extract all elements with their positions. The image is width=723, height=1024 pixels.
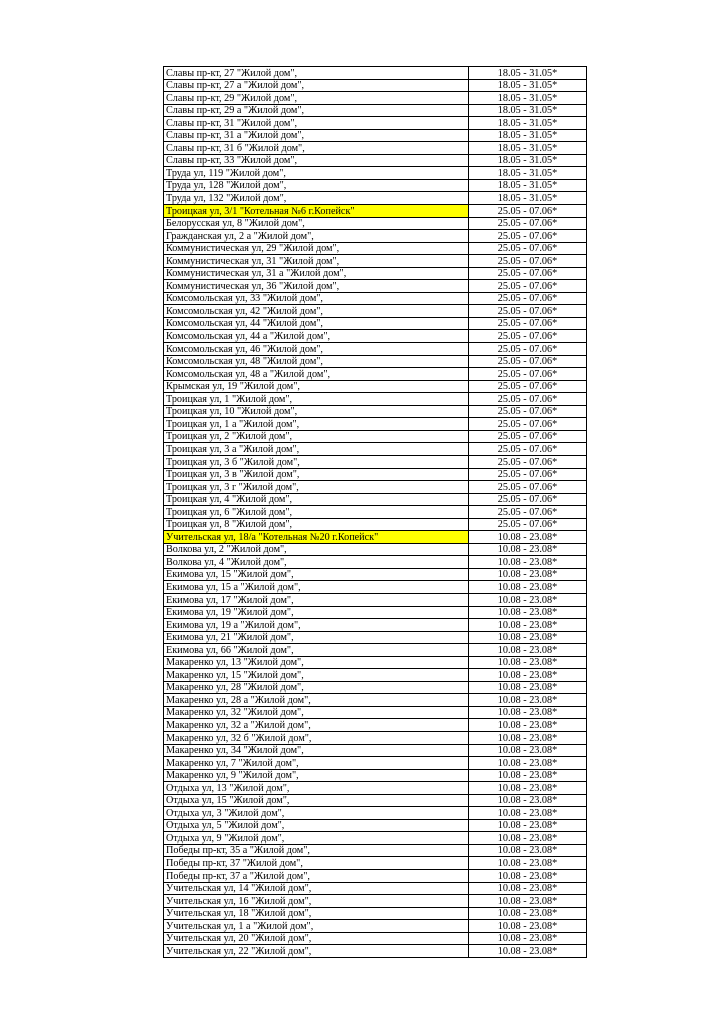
address-cell: Троицкая ул, 1 а "Жилой дом", — [164, 418, 469, 431]
address-cell: Макаренко ул, 7 "Жилой дом", — [164, 757, 469, 770]
table-row — [164, 769, 587, 782]
address-cell: Коммунистическая ул, 31 а "Жилой дом", — [164, 267, 469, 280]
table-row — [164, 807, 587, 820]
table-row — [164, 568, 587, 581]
address-cell: Победы пр-кт, 37 а "Жилой дом", — [164, 870, 469, 883]
address-cell: Гражданская ул, 2 а "Жилой дом", — [164, 230, 469, 243]
address-cell: Учительская ул, 16 "Жилой дом", — [164, 895, 469, 908]
address-cell: Троицкая ул, 8 "Жилой дом", — [164, 518, 469, 531]
table-row — [164, 79, 587, 92]
table-row — [164, 731, 587, 744]
address-cell: Отдыха ул, 3 "Жилой дом", — [164, 807, 469, 820]
table-row — [164, 819, 587, 832]
address-cell: Труда ул, 119 "Жилой дом", — [164, 167, 469, 180]
table-row — [164, 619, 587, 632]
table-row — [164, 368, 587, 381]
table-row — [164, 681, 587, 694]
address-cell: Коммунистическая ул, 29 "Жилой дом", — [164, 242, 469, 255]
address-cell: Славы пр-кт, 27 "Жилой дом", — [164, 67, 469, 80]
period-cell: 25.05 - 07.06* — [469, 481, 587, 494]
table-row — [164, 455, 587, 468]
table-row — [164, 393, 587, 406]
period-cell: 18.05 - 31.05* — [469, 154, 587, 167]
table-row — [164, 179, 587, 192]
period-cell: 10.08 - 23.08* — [469, 870, 587, 883]
period-cell: 10.08 - 23.08* — [469, 706, 587, 719]
table-row-boiler-house — [164, 531, 587, 544]
table-row — [164, 895, 587, 908]
period-cell: 18.05 - 31.05* — [469, 129, 587, 142]
address-cell: Екимова ул, 21 "Жилой дом", — [164, 631, 469, 644]
period-cell: 10.08 - 23.08* — [469, 794, 587, 807]
table-row — [164, 870, 587, 883]
table-row — [164, 167, 587, 180]
period-cell: 10.08 - 23.08* — [469, 757, 587, 770]
address-cell: Труда ул, 128 "Жилой дом", — [164, 179, 469, 192]
address-cell: Волкова ул, 2 "Жилой дом", — [164, 543, 469, 556]
address-cell: Макаренко ул, 34 "Жилой дом", — [164, 744, 469, 757]
table-row — [164, 832, 587, 845]
address-cell: Екимова ул, 66 "Жилой дом", — [164, 644, 469, 657]
period-cell: 10.08 - 23.08* — [469, 832, 587, 845]
period-cell: 10.08 - 23.08* — [469, 945, 587, 958]
table-row — [164, 267, 587, 280]
period-cell: 18.05 - 31.05* — [469, 67, 587, 80]
schedule-table — [163, 66, 587, 958]
address-cell: Макаренко ул, 28 а "Жилой дом", — [164, 694, 469, 707]
address-cell: Макаренко ул, 9 "Жилой дом", — [164, 769, 469, 782]
table-row — [164, 669, 587, 682]
table-row — [164, 305, 587, 318]
period-cell: 10.08 - 23.08* — [469, 769, 587, 782]
period-cell: 25.05 - 07.06* — [469, 506, 587, 519]
address-cell: Троицкая ул, 3 б "Жилой дом", — [164, 455, 469, 468]
table-row — [164, 556, 587, 569]
table-row — [164, 857, 587, 870]
address-cell: Макаренко ул, 32 а "Жилой дом", — [164, 719, 469, 732]
address-cell: Троицкая ул, 4 "Жилой дом", — [164, 493, 469, 506]
period-cell: 10.08 - 23.08* — [469, 844, 587, 857]
period-cell: 18.05 - 31.05* — [469, 192, 587, 205]
address-cell: Макаренко ул, 32 б "Жилой дом", — [164, 731, 469, 744]
period-cell: 25.05 - 07.06* — [469, 255, 587, 268]
period-cell: 10.08 - 23.08* — [469, 656, 587, 669]
period-cell: 10.08 - 23.08* — [469, 581, 587, 594]
address-cell: Макаренко ул, 32 "Жилой дом", — [164, 706, 469, 719]
period-cell: 10.08 - 23.08* — [469, 857, 587, 870]
address-cell: Славы пр-кт, 27 а "Жилой дом", — [164, 79, 469, 92]
address-cell: Славы пр-кт, 31 б "Жилой дом", — [164, 142, 469, 155]
period-cell: 10.08 - 23.08* — [469, 619, 587, 632]
table-row — [164, 794, 587, 807]
period-cell: 10.08 - 23.08* — [469, 694, 587, 707]
period-cell: 10.08 - 23.08* — [469, 932, 587, 945]
address-cell: Отдыха ул, 15 "Жилой дом", — [164, 794, 469, 807]
address-cell: Троицкая ул, 3 г "Жилой дом", — [164, 481, 469, 494]
address-cell: Троицкая ул, 1 "Жилой дом", — [164, 393, 469, 406]
period-cell: 10.08 - 23.08* — [469, 782, 587, 795]
address-cell: Троицкая ул, 2 "Жилой дом", — [164, 430, 469, 443]
period-cell: 25.05 - 07.06* — [469, 205, 587, 218]
period-cell: 10.08 - 23.08* — [469, 681, 587, 694]
address-cell: Троицкая ул, 10 "Жилой дом", — [164, 405, 469, 418]
address-cell: Комсомольская ул, 44 "Жилой дом", — [164, 317, 469, 330]
address-cell: Коммунистическая ул, 36 "Жилой дом", — [164, 280, 469, 293]
address-cell: Славы пр-кт, 33 "Жилой дом", — [164, 154, 469, 167]
table-row — [164, 380, 587, 393]
table-row — [164, 292, 587, 305]
address-cell: Макаренко ул, 13 "Жилой дом", — [164, 656, 469, 669]
period-cell: 25.05 - 07.06* — [469, 305, 587, 318]
table-row — [164, 418, 587, 431]
schedule-table-body — [164, 67, 587, 958]
address-cell: Славы пр-кт, 29 а "Жилой дом", — [164, 104, 469, 117]
table-row — [164, 706, 587, 719]
table-row — [164, 932, 587, 945]
period-cell: 10.08 - 23.08* — [469, 819, 587, 832]
period-cell: 10.08 - 23.08* — [469, 556, 587, 569]
table-row — [164, 330, 587, 343]
address-cell: Макаренко ул, 28 "Жилой дом", — [164, 681, 469, 694]
table-row — [164, 142, 587, 155]
period-cell: 25.05 - 07.06* — [469, 355, 587, 368]
table-row — [164, 255, 587, 268]
table-row — [164, 117, 587, 130]
address-cell: Труда ул, 132 "Жилой дом", — [164, 192, 469, 205]
address-cell: Отдыха ул, 13 "Жилой дом", — [164, 782, 469, 795]
address-cell: Славы пр-кт, 29 "Жилой дом", — [164, 92, 469, 105]
period-cell: 25.05 - 07.06* — [469, 493, 587, 506]
period-cell: 18.05 - 31.05* — [469, 92, 587, 105]
table-row — [164, 644, 587, 657]
period-cell: 25.05 - 07.06* — [469, 267, 587, 280]
period-cell: 18.05 - 31.05* — [469, 142, 587, 155]
address-cell: Учительская ул, 14 "Жилой дом", — [164, 882, 469, 895]
period-cell: 25.05 - 07.06* — [469, 217, 587, 230]
period-cell: 18.05 - 31.05* — [469, 104, 587, 117]
period-cell: 25.05 - 07.06* — [469, 405, 587, 418]
address-cell: Екимова ул, 17 "Жилой дом", — [164, 593, 469, 606]
period-cell: 10.08 - 23.08* — [469, 882, 587, 895]
address-cell: Учительская ул, 1 а "Жилой дом", — [164, 920, 469, 933]
period-cell: 18.05 - 31.05* — [469, 79, 587, 92]
period-cell: 10.08 - 23.08* — [469, 593, 587, 606]
table-row — [164, 92, 587, 105]
table-row — [164, 468, 587, 481]
table-row — [164, 67, 587, 80]
period-cell: 10.08 - 23.08* — [469, 895, 587, 908]
table-row — [164, 242, 587, 255]
address-cell: Отдыха ул, 9 "Жилой дом", — [164, 832, 469, 845]
table-row — [164, 129, 587, 142]
period-cell: 10.08 - 23.08* — [469, 744, 587, 757]
address-cell: Екимова ул, 19 "Жилой дом", — [164, 606, 469, 619]
period-cell: 25.05 - 07.06* — [469, 343, 587, 356]
table-row — [164, 518, 587, 531]
period-cell: 10.08 - 23.08* — [469, 807, 587, 820]
period-cell: 25.05 - 07.06* — [469, 280, 587, 293]
table-row — [164, 581, 587, 594]
address-cell: Крымская ул, 19 "Жилой дом", — [164, 380, 469, 393]
period-cell: 10.08 - 23.08* — [469, 606, 587, 619]
table-row — [164, 757, 587, 770]
address-cell: Комсомольская ул, 44 а "Жилой дом", — [164, 330, 469, 343]
table-row — [164, 907, 587, 920]
table-row — [164, 782, 587, 795]
period-cell: 10.08 - 23.08* — [469, 644, 587, 657]
table-row — [164, 217, 587, 230]
table-row — [164, 719, 587, 732]
table-row — [164, 104, 587, 117]
table-row — [164, 493, 587, 506]
period-cell: 10.08 - 23.08* — [469, 568, 587, 581]
table-row — [164, 343, 587, 356]
table-row — [164, 443, 587, 456]
address-cell: Волкова ул, 4 "Жилой дом", — [164, 556, 469, 569]
table-row — [164, 280, 587, 293]
table-row — [164, 945, 587, 958]
address-cell: Учительская ул, 22 "Жилой дом", — [164, 945, 469, 958]
period-cell: 10.08 - 23.08* — [469, 669, 587, 682]
period-cell: 18.05 - 31.05* — [469, 117, 587, 130]
address-cell: Троицкая ул, 3/1 "Котельная №6 г.Копейск" — [164, 205, 469, 218]
period-cell: 10.08 - 23.08* — [469, 719, 587, 732]
address-cell: Комсомольская ул, 33 "Жилой дом", — [164, 292, 469, 305]
address-cell: Екимова ул, 15 "Жилой дом", — [164, 568, 469, 581]
period-cell: 25.05 - 07.06* — [469, 242, 587, 255]
address-cell: Учительская ул, 18 "Жилой дом", — [164, 907, 469, 920]
period-cell: 25.05 - 07.06* — [469, 330, 587, 343]
table-row — [164, 694, 587, 707]
period-cell: 25.05 - 07.06* — [469, 455, 587, 468]
period-cell: 25.05 - 07.06* — [469, 317, 587, 330]
table-row — [164, 317, 587, 330]
table-row — [164, 631, 587, 644]
table-row — [164, 405, 587, 418]
address-cell: Троицкая ул, 3 а "Жилой дом", — [164, 443, 469, 456]
address-cell: Отдыха ул, 5 "Жилой дом", — [164, 819, 469, 832]
table-row — [164, 744, 587, 757]
period-cell: 10.08 - 23.08* — [469, 631, 587, 644]
period-cell: 25.05 - 07.06* — [469, 368, 587, 381]
period-cell: 25.05 - 07.06* — [469, 380, 587, 393]
address-cell: Славы пр-кт, 31 а "Жилой дом", — [164, 129, 469, 142]
address-cell: Екимова ул, 15 а "Жилой дом", — [164, 581, 469, 594]
table-row — [164, 506, 587, 519]
address-cell: Троицкая ул, 6 "Жилой дом", — [164, 506, 469, 519]
address-cell: Победы пр-кт, 37 "Жилой дом", — [164, 857, 469, 870]
address-cell: Макаренко ул, 15 "Жилой дом", — [164, 669, 469, 682]
period-cell: 25.05 - 07.06* — [469, 518, 587, 531]
period-cell: 10.08 - 23.08* — [469, 531, 587, 544]
period-cell: 25.05 - 07.06* — [469, 468, 587, 481]
address-cell: Комсомольская ул, 48 "Жилой дом", — [164, 355, 469, 368]
table-row — [164, 430, 587, 443]
table-row — [164, 154, 587, 167]
table-row — [164, 920, 587, 933]
period-cell: 25.05 - 07.06* — [469, 230, 587, 243]
address-cell: Учительская ул, 18/а "Котельная №20 г.Копейск" — [164, 531, 469, 544]
table-row — [164, 882, 587, 895]
table-row-boiler-house — [164, 205, 587, 218]
period-cell: 25.05 - 07.06* — [469, 418, 587, 431]
period-cell: 10.08 - 23.08* — [469, 907, 587, 920]
address-cell: Комсомольская ул, 42 "Жилой дом", — [164, 305, 469, 318]
table-row — [164, 481, 587, 494]
period-cell: 25.05 - 07.06* — [469, 443, 587, 456]
table-row — [164, 230, 587, 243]
address-cell: Белорусская ул, 8 "Жилой дом", — [164, 217, 469, 230]
address-cell: Победы пр-кт, 35 а "Жилой дом", — [164, 844, 469, 857]
period-cell: 10.08 - 23.08* — [469, 731, 587, 744]
table-row — [164, 606, 587, 619]
period-cell: 25.05 - 07.06* — [469, 393, 587, 406]
address-cell: Комсомольская ул, 46 "Жилой дом", — [164, 343, 469, 356]
address-cell: Учительская ул, 20 "Жилой дом", — [164, 932, 469, 945]
table-row — [164, 192, 587, 205]
period-cell: 25.05 - 07.06* — [469, 430, 587, 443]
period-cell: 25.05 - 07.06* — [469, 292, 587, 305]
period-cell: 10.08 - 23.08* — [469, 920, 587, 933]
table-row — [164, 543, 587, 556]
period-cell: 18.05 - 31.05* — [469, 167, 587, 180]
table-row — [164, 593, 587, 606]
address-cell: Екимова ул, 19 а "Жилой дом", — [164, 619, 469, 632]
address-cell: Комсомольская ул, 48 а "Жилой дом", — [164, 368, 469, 381]
address-cell: Троицкая ул, 3 в "Жилой дом", — [164, 468, 469, 481]
address-cell: Славы пр-кт, 31 "Жилой дом", — [164, 117, 469, 130]
address-cell: Коммунистическая ул, 31 "Жилой дом", — [164, 255, 469, 268]
period-cell: 18.05 - 31.05* — [469, 179, 587, 192]
table-row — [164, 355, 587, 368]
table-row — [164, 656, 587, 669]
period-cell: 10.08 - 23.08* — [469, 543, 587, 556]
table-row — [164, 844, 587, 857]
